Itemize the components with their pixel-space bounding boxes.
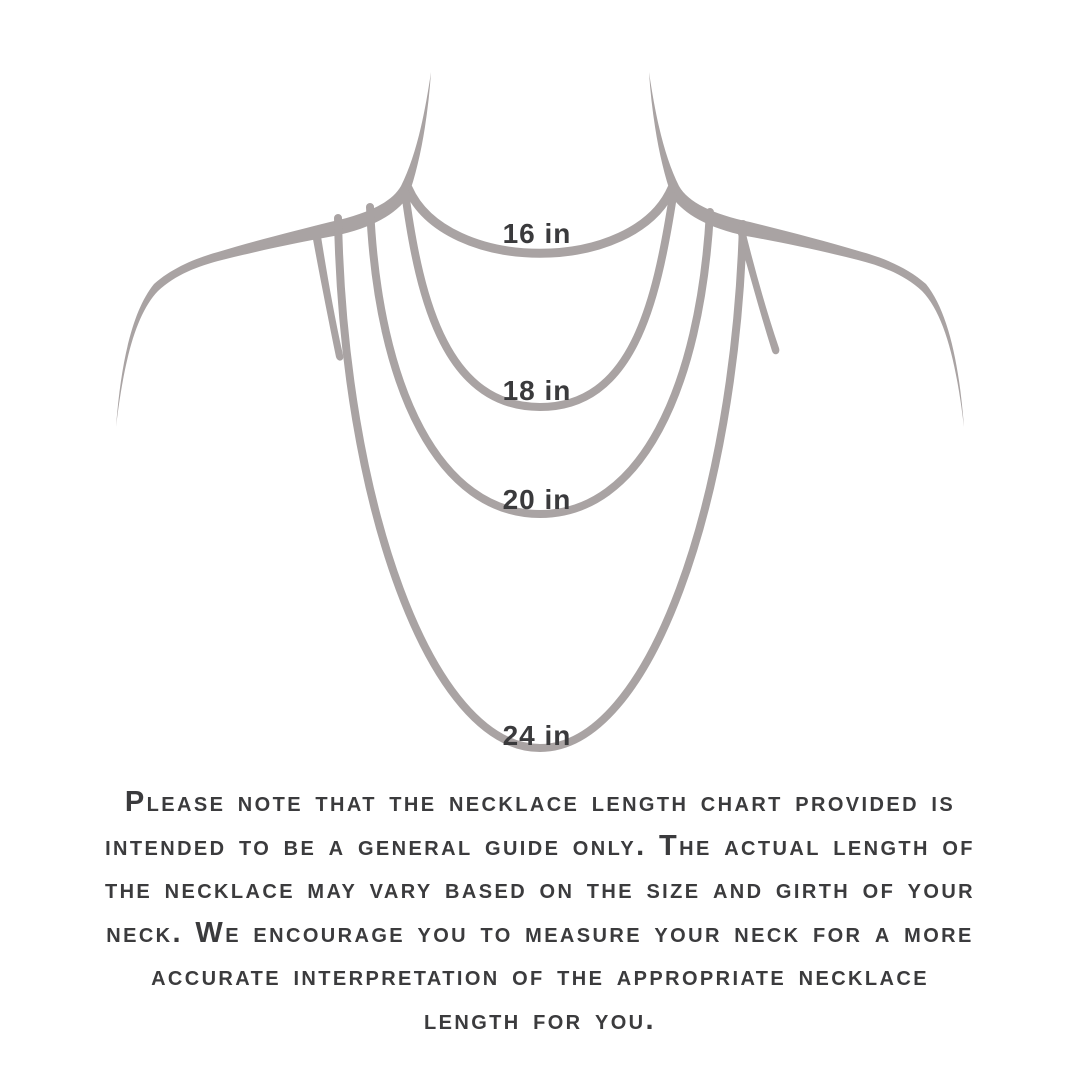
body-outline-left [116, 72, 431, 427]
disclaimer-line-4: neck. We encourage you to measure your neck for a more [106, 916, 974, 949]
necklace-label-16in: 16 in [502, 218, 572, 249]
disclaimer-paragraph [0, 781, 1080, 1043]
necklace-curve-24in [338, 218, 743, 751]
disclaimer-line-2: intended to be a general guide only. The actual length of [105, 829, 975, 862]
necklace-label-24in: 24 in [502, 720, 572, 751]
disclaimer-line-1: Please note that the necklace length chart provided is [124, 786, 956, 818]
necklace-label-20in: 20 in [502, 484, 572, 515]
disclaimer-line-5: accurate interpretation of the appropriate necklace [151, 960, 929, 993]
necklace-label-18in: 18 in [502, 375, 572, 406]
disclaimer-line-3: the necklace may vary based on the size and girth of your [104, 873, 976, 906]
disclaimer-line-6: length for you. [424, 1003, 656, 1036]
body-outline-right [649, 72, 964, 427]
